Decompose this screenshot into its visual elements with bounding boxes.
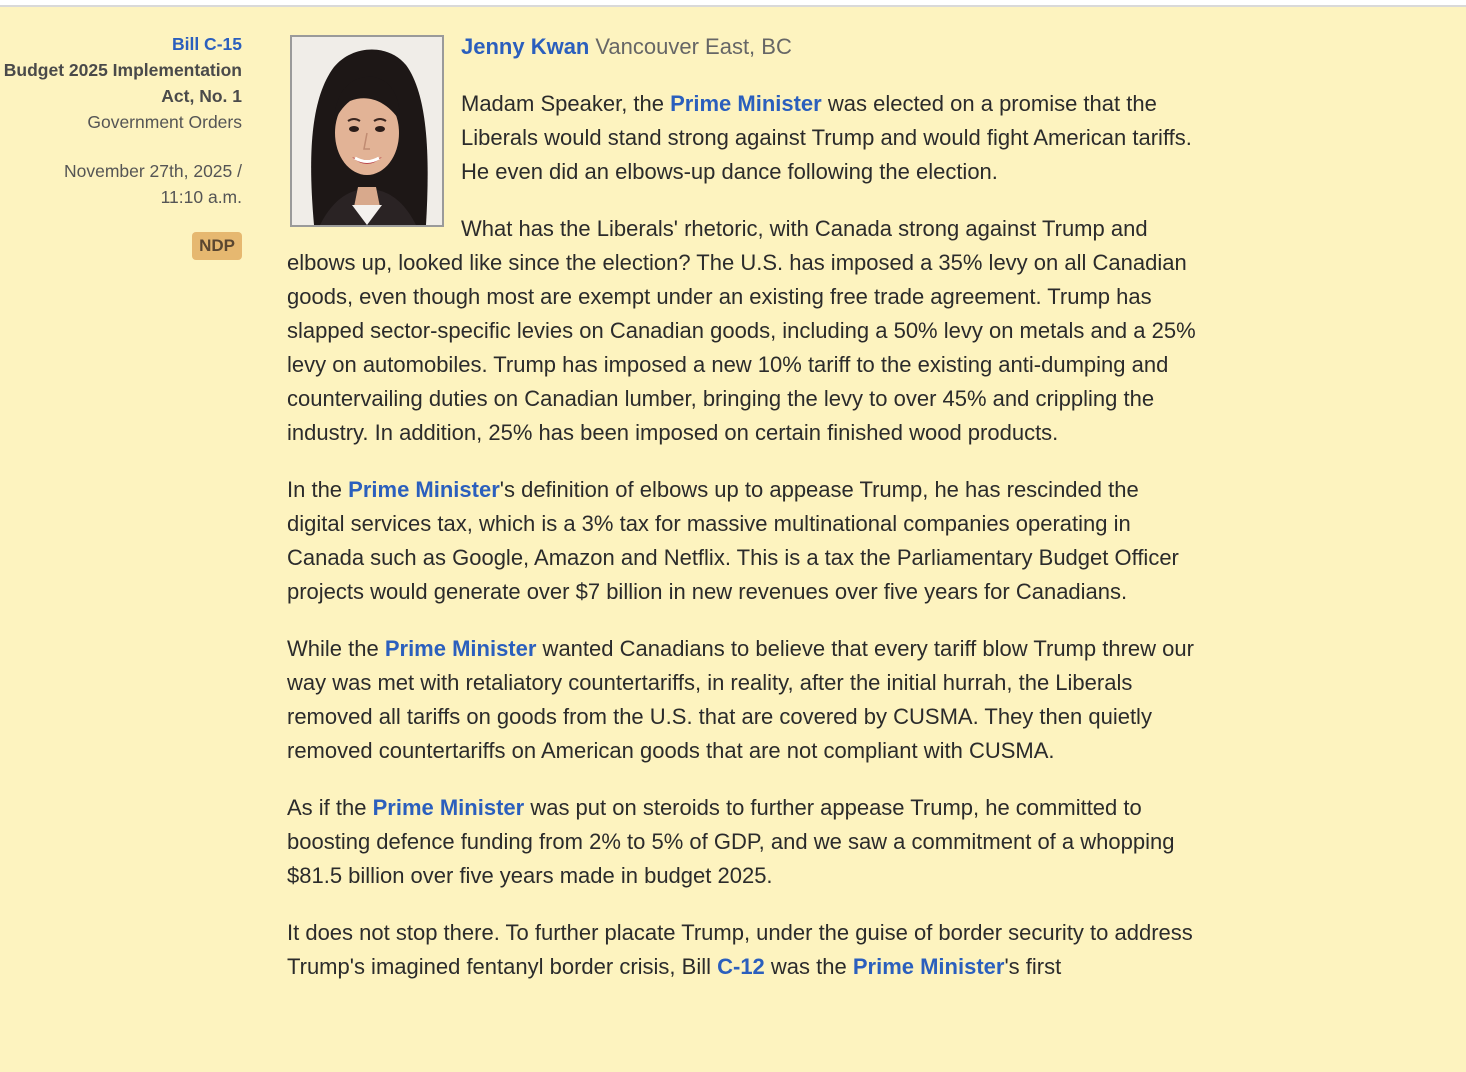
paragraph-text: As if the — [287, 795, 373, 820]
paragraph-text: Madam Speaker, the — [461, 91, 671, 116]
speech-time: 11:10 a.m. — [160, 187, 242, 207]
prime-minister-link[interactable]: Prime Minister — [852, 954, 1005, 979]
speaker-name-link[interactable]: Jenny Kwan — [461, 34, 590, 59]
prime-minister-link[interactable]: Prime Minister — [372, 795, 525, 820]
paragraph-text: was the — [764, 954, 853, 979]
bill-category: Government Orders — [87, 112, 242, 132]
speaker-riding: Vancouver East, BC — [595, 34, 792, 59]
prime-minister-link[interactable]: Prime Minister — [384, 636, 537, 661]
speaker-portrait[interactable] — [290, 35, 444, 227]
paragraph-text: In the — [287, 477, 349, 502]
speech-paragraph-4 — [287, 632, 1199, 768]
paragraph-text: wanted Canadians to believe that every tariff blow Trump threw our way was met with retaliatory countertariffs, in reality, after the initial hurrah, the Liberals removed all tariffs on goods from the U.S. that are covered by CUSMA. They then quietly removed countertariffs on American goods that are not compliant with CUSMA. — [287, 636, 1194, 763]
paragraph-text: It does not stop there. To further placate Trump, under the guise of border security to address Trump's imagined fentanyl border crisis, Bill — [287, 920, 1193, 979]
speech-paragraph-2: What has the Liberals' rhetoric, with Canada strong against Trump and elbows up, looked like since the election? The U.S. has imposed a 35% levy on all Canadian goods, even though most are exempt under an existing free trade agreement. Trump has slapped sector-specific levies on Canadian goods, including a 50% levy on metals and a 25% levy on automobiles. Trump has imposed a new 10% tariff to the existing anti-dumping and countervailing duties on Canadian lumber, bringing the levy to over 45% and crippling the industry. In addition, 25% has been imposed on certain finished wood products. — [287, 216, 1196, 445]
paragraph-text: was put on steroids to further appease Trump, he committed to boosting defence funding from 2% to 5% of GDP, and we saw a commitment of a whopping $81.5 billion over five years made in budget 2025. — [287, 795, 1175, 888]
bill-title: Budget 2025 Implementation Act, No. 1 — [3, 60, 242, 106]
paragraph-text: 's definition of elbows up to appease Trump, he has rescinded the digital services tax, which is a 3% tax for massive multinational companies operating in Canada such as Google, Amazon and Netflix. This is a tax the Parliamentary Budget Officer projects would generate over $7 billion in new revenues over five years for Canadians. — [287, 477, 1179, 604]
paragraph-text: 's first — [1004, 954, 1062, 979]
party-badge: NDP — [192, 232, 242, 260]
speech-date: November 27th, 2025 / — [63, 161, 242, 181]
speech-body — [287, 30, 1199, 984]
speech-paragraph-6 — [287, 916, 1199, 984]
prime-minister-link[interactable]: Prime Minister — [348, 477, 500, 502]
top-divider — [0, 0, 1466, 7]
portrait-photo-icon — [292, 37, 442, 225]
prime-minister-link[interactable]: Prime Minister — [670, 91, 822, 116]
paragraph-text: While the — [287, 636, 385, 661]
bill-link[interactable]: Bill C-15 — [171, 34, 242, 54]
debate-context-sidebar — [0, 31, 242, 260]
speech-paragraph-3 — [287, 473, 1199, 609]
speech-paragraph-5 — [287, 791, 1199, 893]
paragraph-text: was elected on a promise that the Liberals would stand strong against Trump and would fight American tariffs. He even did an elbows-up dance following the election. — [461, 91, 1192, 184]
bill-c12-link[interactable]: C-12 — [717, 954, 765, 979]
speech-timestamp — [0, 158, 242, 210]
